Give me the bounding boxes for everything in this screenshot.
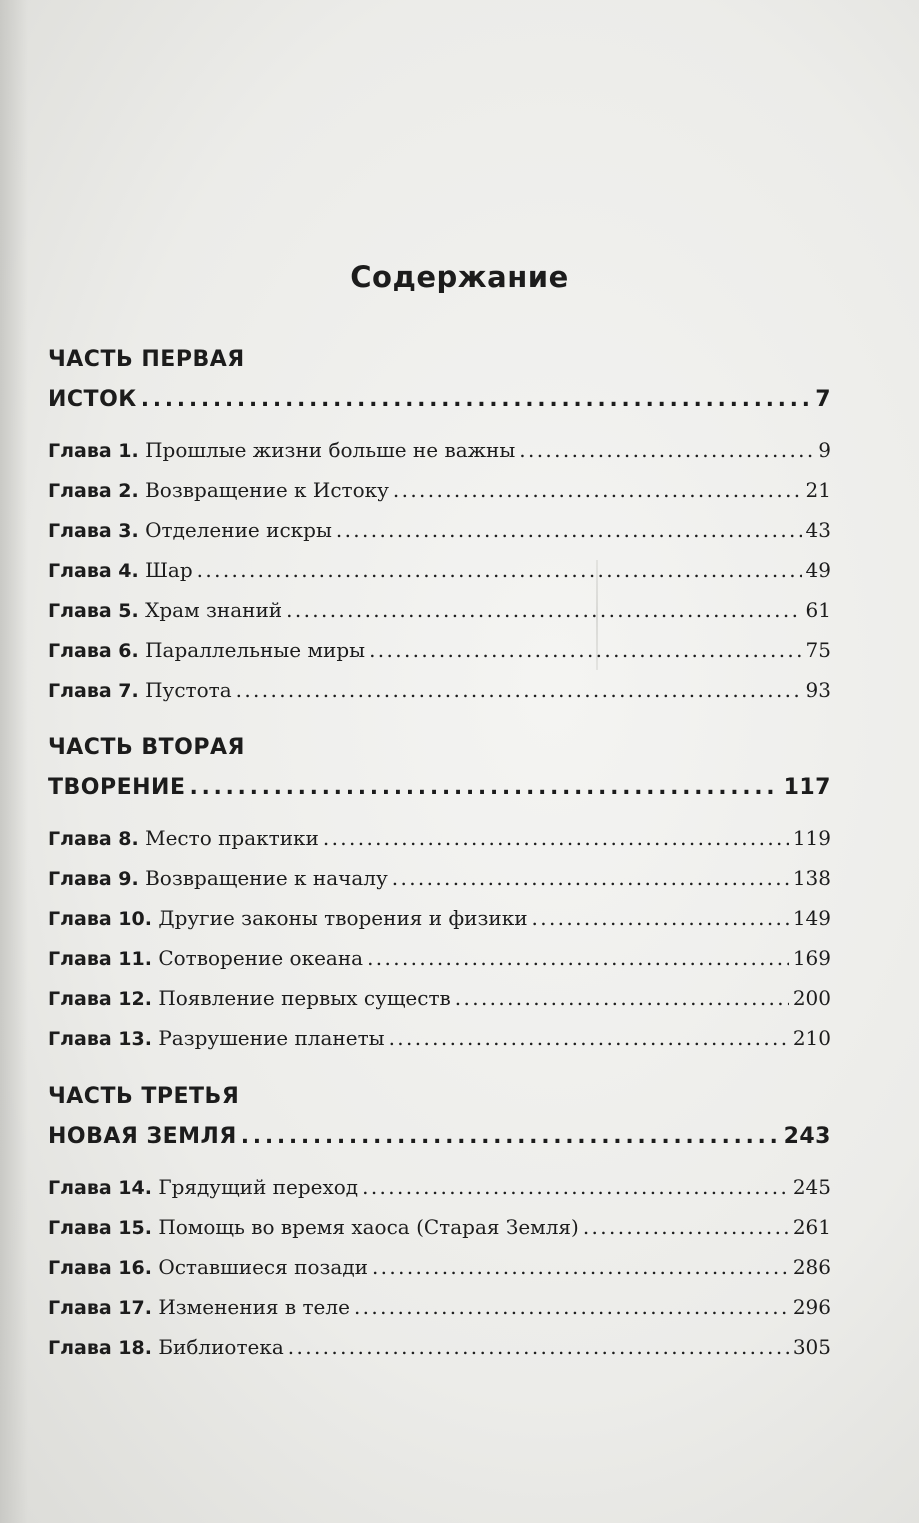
dot-leader <box>367 938 789 978</box>
chapter-page-number: 43 <box>805 518 831 542</box>
part-title-row <box>48 1117 831 1157</box>
chapter-title: Другие законы творения и физики <box>158 906 528 930</box>
chapter-page-number: 296 <box>792 1295 831 1319</box>
chapter-row <box>48 510 831 550</box>
chapter-label: Глава 15. <box>48 1217 152 1239</box>
chapter-label: Глава 3. <box>48 520 139 542</box>
chapter-title: Пустота <box>145 678 232 702</box>
chapter-title: Изменения в теле <box>158 1295 350 1319</box>
chapter-page-number: 21 <box>805 478 831 502</box>
toc-part-2 <box>48 728 831 1058</box>
dot-leader <box>189 768 779 808</box>
dot-leader <box>369 630 801 670</box>
chapter-title: Шар <box>145 558 193 582</box>
chapter-label: Глава 4. <box>48 560 139 582</box>
chapter-label: Глава 14. <box>48 1177 152 1199</box>
toc-part-1 <box>48 340 831 710</box>
dot-leader <box>392 858 789 898</box>
chapter-row <box>48 1018 831 1058</box>
chapter-page-number: 245 <box>792 1175 831 1199</box>
page-title: Содержание <box>350 260 569 294</box>
chapter-page-number: 9 <box>818 438 831 462</box>
chapter-row <box>48 1207 831 1247</box>
dot-leader <box>141 380 811 420</box>
chapter-label: Глава 2. <box>48 480 139 502</box>
chapter-label: Глава 16. <box>48 1257 152 1279</box>
chapter-page-number: 49 <box>805 558 831 582</box>
chapter-title: Место практики <box>145 826 319 850</box>
part-name: НОВАЯ ЗЕМЛЯ <box>48 1124 237 1149</box>
chapter-page-number: 75 <box>805 638 831 662</box>
chapter-page-number: 169 <box>792 946 831 970</box>
chapter-title: Разрушение планеты <box>158 1026 385 1050</box>
dot-leader <box>583 1207 789 1247</box>
chapter-title: Возвращение к Истоку <box>145 478 389 502</box>
chapter-page-number: 119 <box>792 826 831 850</box>
chapter-page-number: 138 <box>792 866 831 890</box>
dot-leader <box>389 1018 789 1058</box>
chapter-title: Возвращение к началу <box>145 866 388 890</box>
chapter-label: Глава 13. <box>48 1028 152 1050</box>
chapter-row <box>48 818 831 858</box>
chapter-title: Отделение искры <box>145 518 332 542</box>
dot-leader <box>241 1117 780 1157</box>
part-title-row <box>48 768 831 808</box>
chapter-page-number: 261 <box>792 1215 831 1239</box>
chapter-page-number: 286 <box>792 1255 831 1279</box>
chapter-label: Глава 9. <box>48 868 139 890</box>
chapter-row <box>48 1247 831 1287</box>
chapter-label: Глава 7. <box>48 680 139 702</box>
chapter-row <box>48 898 831 938</box>
chapter-label: Глава 1. <box>48 440 139 462</box>
dot-leader <box>197 550 802 590</box>
dot-leader <box>336 510 802 550</box>
chapter-row <box>48 1327 831 1367</box>
chapter-row <box>48 430 831 470</box>
chapter-page-number: 305 <box>792 1335 831 1359</box>
chapter-title: Появление первых существ <box>158 986 451 1010</box>
chapter-title: Помощь во время хаоса (Старая Земля) <box>158 1215 579 1239</box>
part-page-number: 243 <box>783 1124 831 1149</box>
chapter-label: Глава 12. <box>48 988 152 1010</box>
dot-leader <box>519 430 814 470</box>
dot-leader <box>354 1287 789 1327</box>
chapter-label: Глава 5. <box>48 600 139 622</box>
part-name: ИСТОК <box>48 387 137 412</box>
part-title-row <box>48 380 831 420</box>
chapter-row <box>48 670 831 710</box>
dot-leader <box>236 670 802 710</box>
dot-leader <box>362 1167 789 1207</box>
toc-part-3 <box>48 1077 831 1367</box>
chapter-label: Глава 6. <box>48 640 139 662</box>
dot-leader <box>286 590 801 630</box>
chapter-label: Глава 8. <box>48 828 139 850</box>
chapter-page-number: 200 <box>792 986 831 1010</box>
chapter-title: Храм знаний <box>145 598 283 622</box>
chapter-row <box>48 1287 831 1327</box>
chapter-page-number: 210 <box>792 1026 831 1050</box>
chapter-title: Сотворение океана <box>158 946 364 970</box>
part-page-number: 117 <box>783 775 831 800</box>
chapter-row <box>48 630 831 670</box>
chapter-label: Глава 18. <box>48 1337 152 1359</box>
chapter-page-number: 61 <box>805 598 831 622</box>
chapter-title: Оставшиеся позади <box>158 1255 368 1279</box>
dot-leader <box>455 978 789 1018</box>
page-edge-shadow <box>0 0 28 1523</box>
chapter-title: Грядущий переход <box>158 1175 359 1199</box>
dot-leader <box>532 898 789 938</box>
chapter-title: Прошлые жизни больше не важны <box>145 438 516 462</box>
dot-leader <box>323 818 789 858</box>
chapter-row <box>48 550 831 590</box>
dot-leader <box>372 1247 789 1287</box>
chapter-label: Глава 17. <box>48 1297 152 1319</box>
chapter-label: Глава 11. <box>48 948 152 970</box>
chapter-row <box>48 590 831 630</box>
chapter-page-number: 93 <box>805 678 831 702</box>
part-name: ТВОРЕНИЕ <box>48 775 186 800</box>
part-label: ЧАСТЬ ВТОРАЯ <box>48 735 245 760</box>
dot-leader <box>393 470 802 510</box>
chapter-row <box>48 978 831 1018</box>
dot-leader <box>288 1327 789 1367</box>
chapter-row <box>48 858 831 898</box>
chapter-row <box>48 1167 831 1207</box>
part-page-number: 7 <box>815 387 831 412</box>
chapter-row <box>48 938 831 978</box>
part-label: ЧАСТЬ ПЕРВАЯ <box>48 347 245 372</box>
chapter-page-number: 149 <box>792 906 831 930</box>
chapter-label: Глава 10. <box>48 908 152 930</box>
chapter-title: Параллельные миры <box>145 638 366 662</box>
chapter-row <box>48 470 831 510</box>
part-label: ЧАСТЬ ТРЕТЬЯ <box>48 1084 240 1109</box>
chapter-title: Библиотека <box>158 1335 284 1359</box>
